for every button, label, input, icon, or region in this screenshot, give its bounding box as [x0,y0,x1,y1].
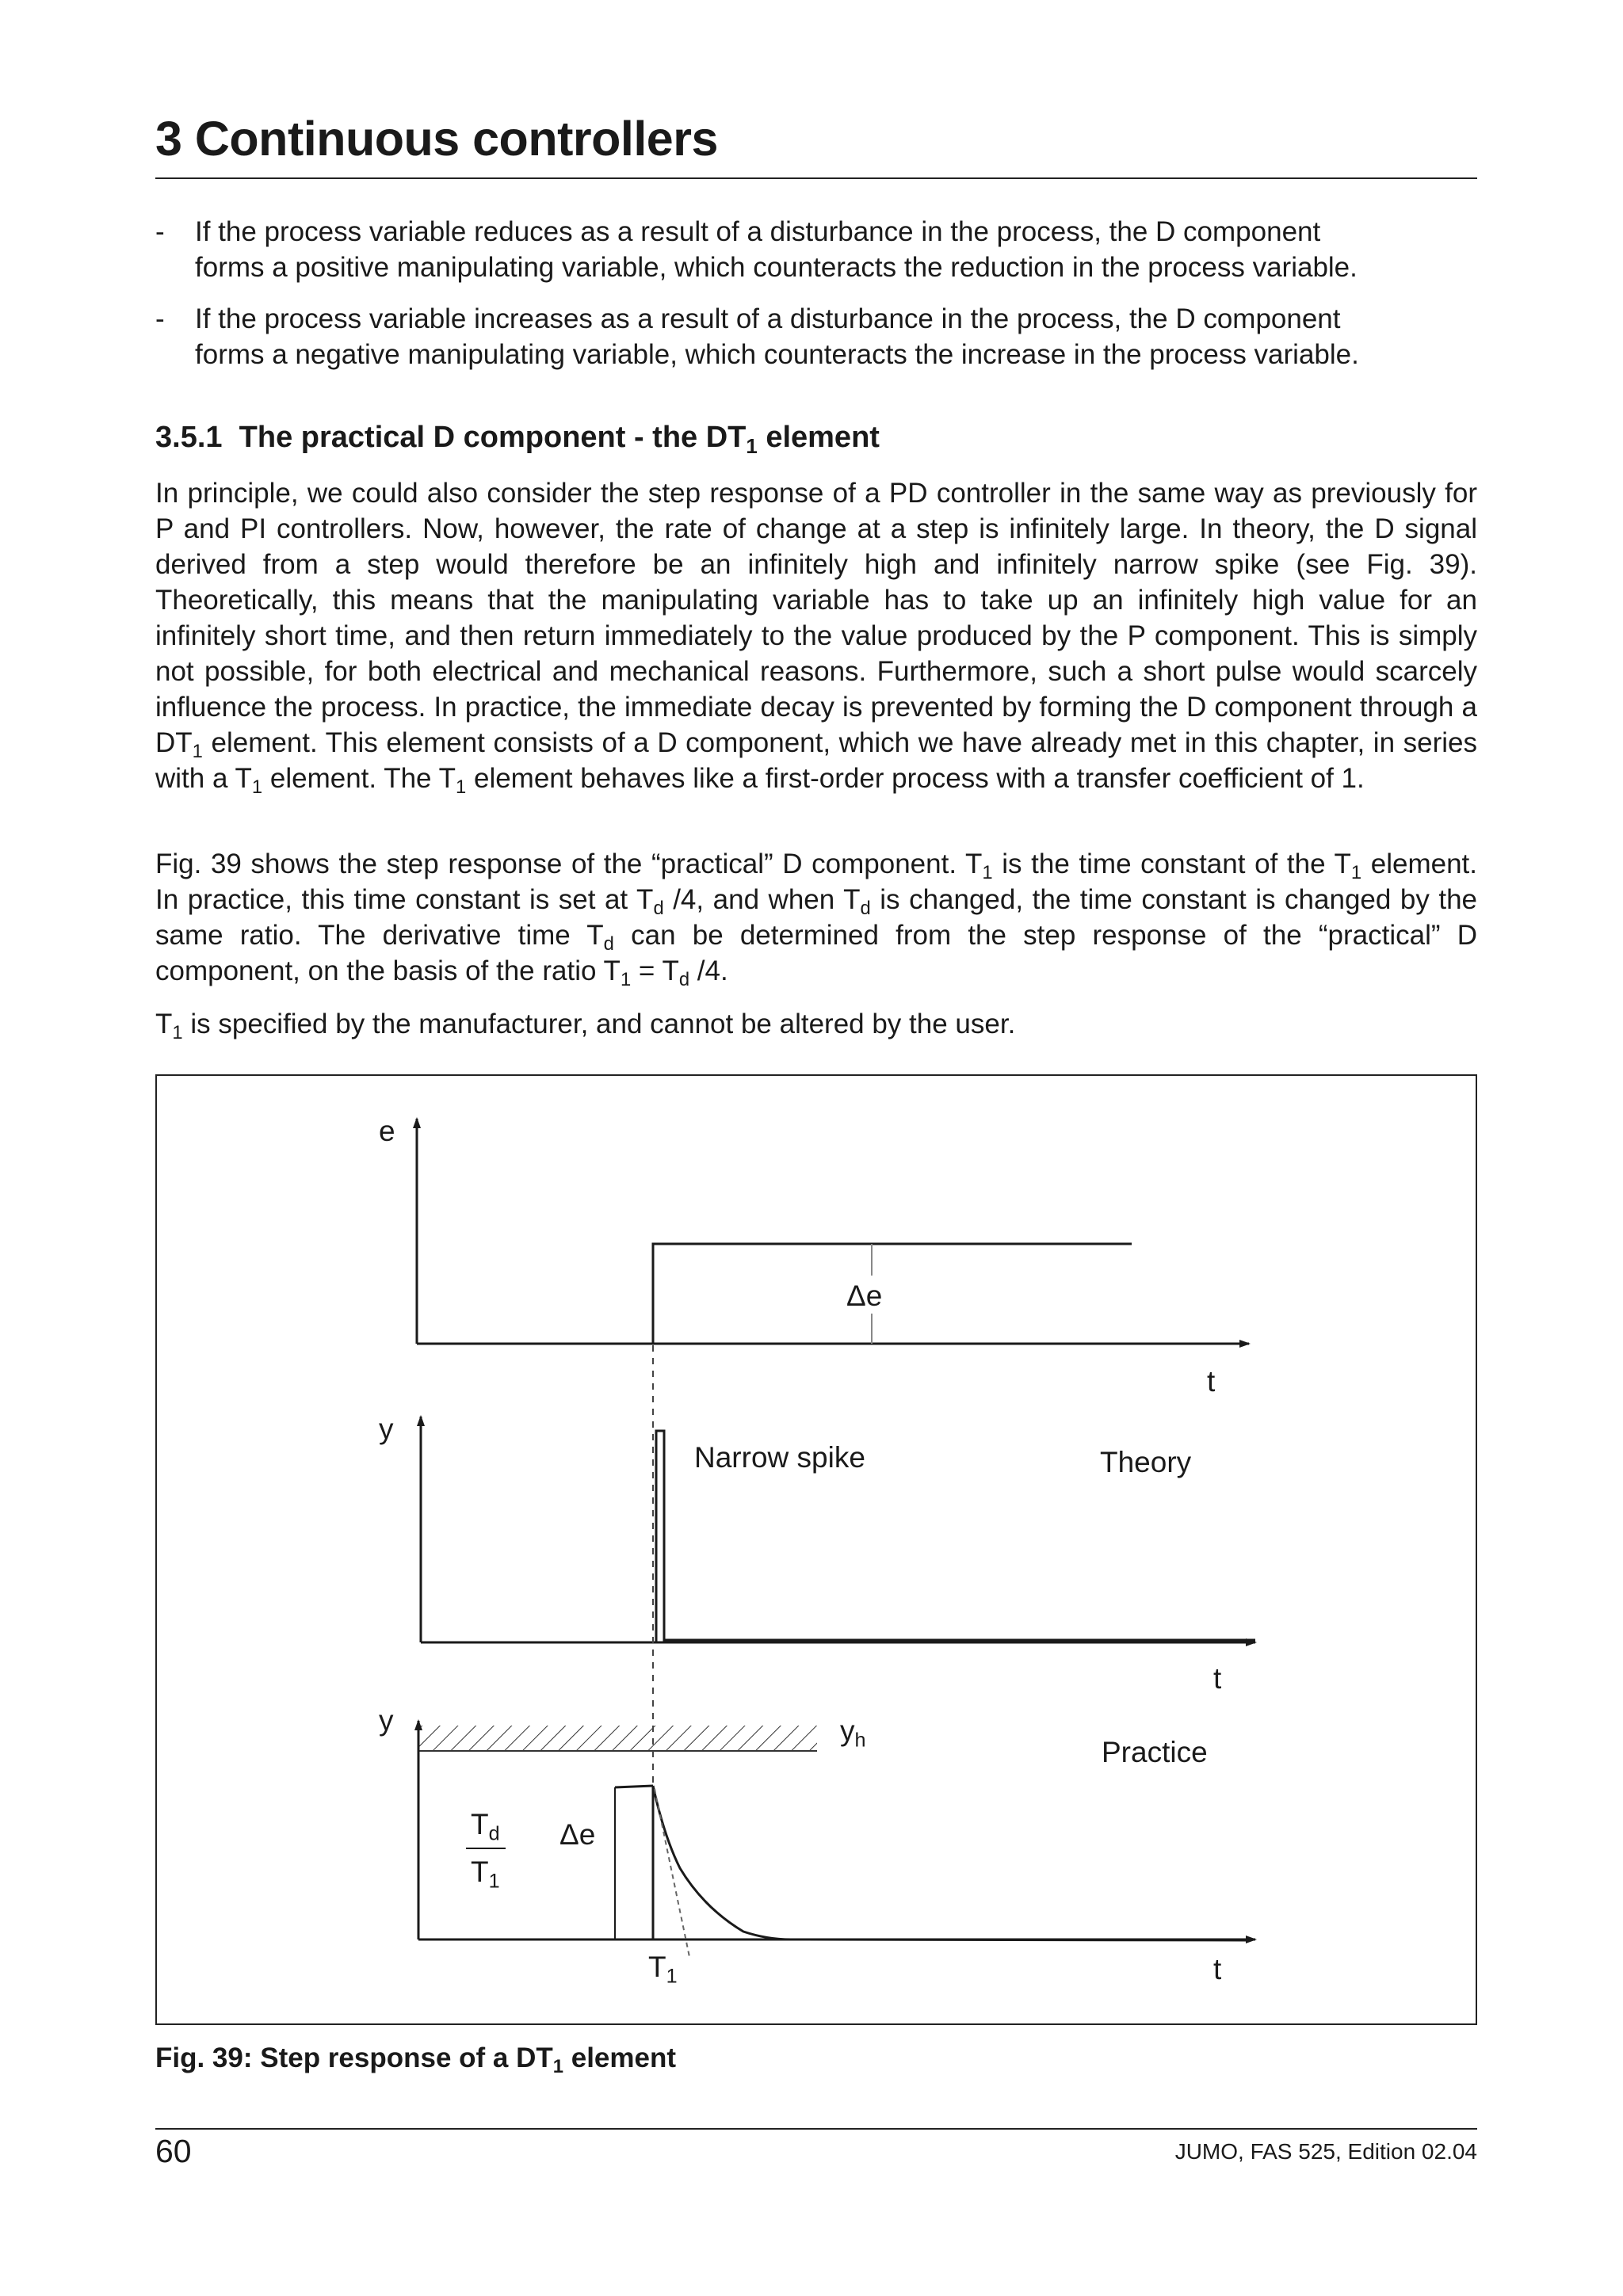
step-response-diagram [157,1076,1479,2027]
label-t-1: t [1207,1365,1216,1398]
input-step-line [653,1244,1132,1344]
bullet-line: If the process variable increases as a result of a disturbance in the process, the D component [195,303,1341,334]
label-e: e [379,1115,395,1147]
label-theory: Theory [1100,1446,1192,1478]
dt1-decay-curve [653,1786,1249,1940]
label-delta-e-practice: Δe [559,1818,596,1851]
figure-caption: Fig. 39: Step response of a $DT_1$ element [155,2042,677,2078]
label-t1-fraction: $T_1$ [471,1855,500,1893]
label-yh: $y_h$ [840,1714,866,1752]
label-narrow-spike: Narrow spike [694,1441,865,1474]
yh-hatch-band [418,1726,817,1751]
page-title: 3 Continuous controllers [155,112,718,166]
label-t1-axis: $T_1$ [648,1951,678,1988]
delta-e-bar-top [615,1786,653,1787]
publication-footer: JUMO, FAS 525, Edition 02.04 [1174,2139,1477,2164]
bullet-item [155,214,1477,285]
header-rule [155,177,1477,179]
bullet-line: If the process variable reduces as a result of a disturbance in the process, the D component [195,216,1321,247]
footer-rule [155,2128,1477,2130]
body-paragraph-1: In principle, we could also consider the step response of a PD controller in the same way as previously for P and PI controllers. Now, however, the rate of change at a step is infinitely large. In theory, the D signal derived from a step would therefore be an infinitely high and infinitely narrow spike (see Fig. 39). Theoretically, this means that the manipulating variable has to take up an infinitely high value for an infinitely short time, and then return immediately to the value produced by the P component. This is simply not possible, for both electrical and mechanical reasons. Furthermore, such a short pulse would scarcely influence the process. In practice, the immediate decay is prevented by forming the D component through a $DT_1$ element. This element consists of a D component, which we have already met in this chapter, in series with a $T_1$ element. The $T_1$ element behaves like a first-order process with a transfer coefficient of 1. [155,478,1477,799]
label-y-theory: y [379,1413,394,1445]
bullet-line: forms a negative manipulating variable, which counteracts the increase in the process variable. [195,339,1359,370]
bullet-dash: - [155,216,165,247]
body-paragraph-2: Fig. 39 shows the step response of the “practical” D component. $T_1$ is the time constant of the $T_1$ element. In practice, this time constant is set at $T_d$ /4, and when $T_d$ is changed, the time constant is changed by the same ratio. The derivative time $T_d$ can be determined from the step response of the “practical” D component, on the basis of the ratio $T_1 = T_d$ /4. [155,849,1477,991]
body-paragraph-3: $T_1$ is specified by the manufacturer, and cannot be altered by the user. [155,1009,1016,1044]
label-practice: Practice [1102,1736,1208,1768]
label-delta-e-top: Δe [846,1280,883,1312]
figure-39-box [155,1074,1477,2025]
label-td: $T_d$ [471,1808,500,1845]
page-number: 60 [155,2133,192,2169]
section-number: 3.5.1 [155,421,223,454]
label-y-practice: y [379,1704,394,1737]
label-t-3: t [1213,1953,1222,1985]
bullet-dash: - [155,303,165,334]
section-heading [155,421,880,458]
section-title: The practical D component - the $DT_1$ element [239,421,880,458]
label-t-2: t [1213,1662,1222,1695]
bullet-line: forms a positive manipulating variable, which counteracts the reduction in the process variable. [195,252,1358,283]
bullet-item [155,301,1477,372]
